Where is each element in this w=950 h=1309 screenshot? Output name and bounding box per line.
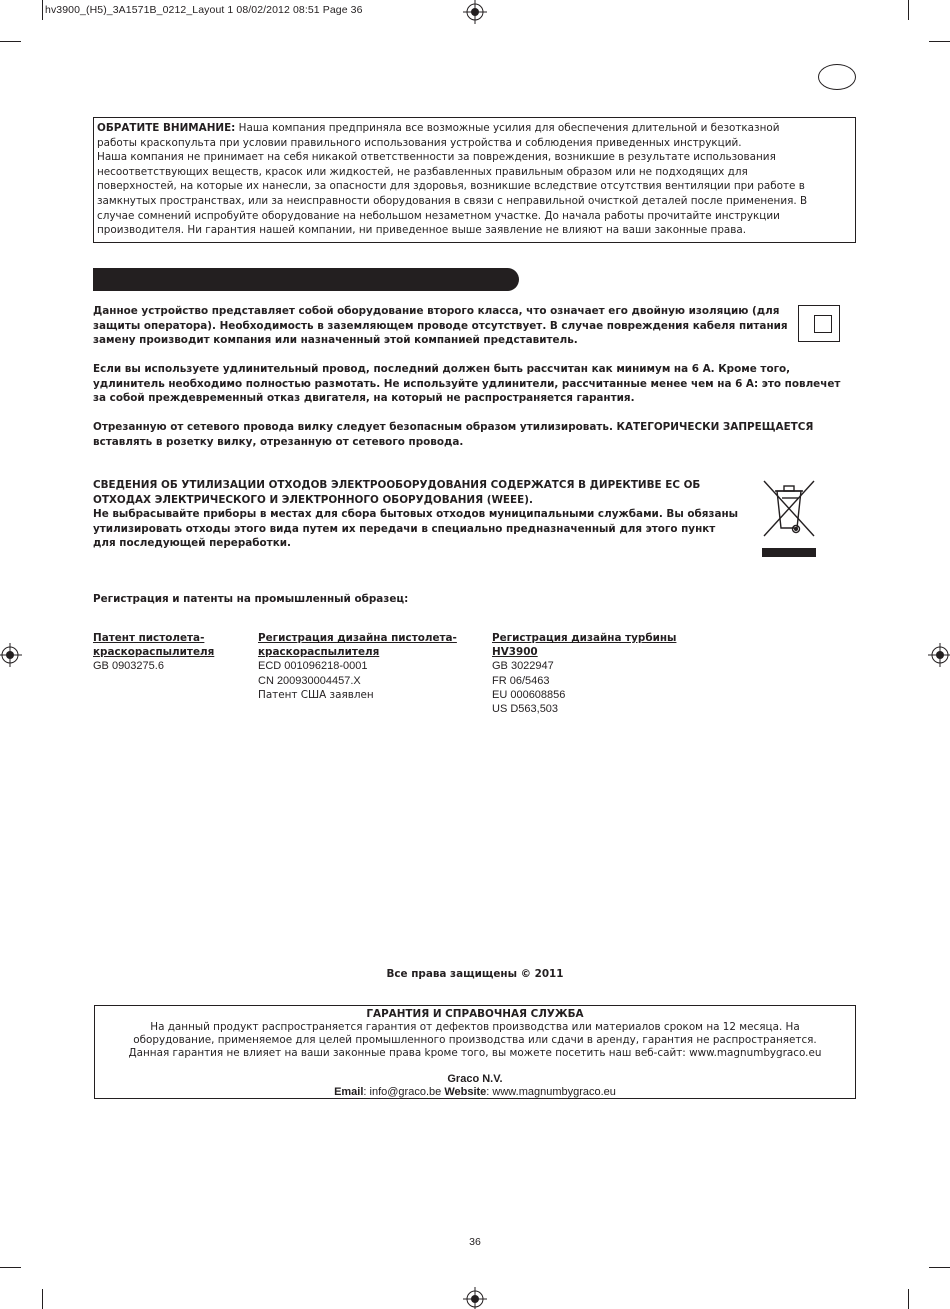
paragraph-line: для последующей переработки.: [93, 537, 291, 550]
crop-mark: [908, 0, 909, 20]
weee-paragraph: [93, 478, 738, 551]
column-value: FR 06/5463: [492, 674, 550, 687]
paragraph-line: удлинитель необходимо полностью размотать. Не используйте удлинители, рассчитанные менее чем на 6 А: это повлечет: [93, 377, 841, 390]
warranty-title: ГАРАНТИЯ И СПРАВОЧНАЯ СЛУЖБА: [366, 1008, 584, 1020]
column-heading: Регистрация дизайна пистолета-: [258, 632, 457, 644]
class-2-inner-square: [814, 315, 832, 333]
section-header-bar: [93, 268, 519, 291]
design-column-spray-gun: [258, 631, 457, 702]
print-slug-line: hv3900_(H5)_3A1571B_0212_Layout 1 08/02/2012 08:51 Page 36: [45, 4, 363, 16]
crop-mark: [0, 41, 21, 42]
column-value: US D563,503: [492, 703, 559, 716]
email-value[interactable]: : info@graco.be: [363, 1086, 445, 1098]
notice-line-4: несоответствующих веществ, красок или жидкостей, не разбавленных правильным образом или не подходящих для: [97, 165, 748, 178]
paragraph-line: вставлять в розетку вилку, отрезанную от сетевого провода.: [93, 435, 464, 448]
patent-column-spray-gun: [93, 631, 214, 674]
paragraph-line: Данное устройство представляет собой оборудование второго класса, что означает его двойную изоляцию (для: [93, 305, 780, 317]
notice-line-5: поверхностей, на которые их нанесли, за опасности для здоровья, возникшие вследствие отсутствия вентиляции при работе в: [97, 180, 805, 193]
notice-line-8: производителя. Ни гарантия нашей компании, ни приведенное выше заявление не влияют на ваши законные права.: [97, 224, 747, 237]
paragraph-line: защиты оператора). Необходимость в заземляющем проводе отсутствует. В случае повреждения кабеля питания: [93, 319, 788, 332]
design-column-turbine: [492, 631, 676, 716]
column-value: CN 200930004457.X: [258, 674, 361, 687]
crop-mark: [929, 41, 950, 42]
notice-line-1: [97, 121, 852, 136]
crop-mark: [908, 1289, 909, 1309]
notice-box: [93, 117, 856, 243]
crop-mark: [0, 1267, 21, 1268]
double-insulation-paragraph: [93, 304, 788, 348]
column-value: GB 3022947: [492, 660, 554, 673]
column-heading: краскораспылителя: [258, 646, 380, 659]
paragraph-line: Отрезанную от сетевого провода вилку следует безопасным образом утилизировать. КАТЕГОРИЧЕСКИ ЗАПРЕЩАЕТСЯ: [93, 421, 814, 433]
registration-mark-icon: [928, 643, 950, 667]
column-heading: Регистрация дизайна турбины: [492, 632, 677, 644]
website-value[interactable]: : www.magnumbygraco.eu: [486, 1086, 616, 1098]
warranty-line: На данный продукт распространяется гарантия от дефектов производства или материалов сроком на 12 месяца. На: [150, 1021, 800, 1033]
column-value: GB 0903275.6: [93, 660, 164, 673]
notice-line-7: случае сомнений испробуйте оборудование на небольшом незаметном участке. До начала работы прочитайте инструкции: [97, 209, 780, 222]
weee-solid-bar: [762, 548, 816, 557]
notice-label: ОБРАТИТЕ ВНИМАНИЕ:: [97, 122, 236, 134]
registration-heading: Регистрация и патенты на промышленный образец:: [93, 593, 409, 605]
crop-mark: [42, 1289, 43, 1309]
paragraph-line: Не выбрасывайте приборы в местах для сбора бытовых отходов муниципальными службами. Вы обязаны: [93, 508, 739, 521]
paragraph-line: СВЕДЕНИЯ ОБ УТИЛИЗАЦИИ ОТХОДОВ ЭЛЕКТРООБОРУДОВАНИЯ СОДЕРЖАТСЯ В ДИРЕКТИВЕ ЕС ОБ: [93, 479, 701, 491]
column-heading: HV3900: [492, 646, 538, 659]
page-number: 36: [469, 1236, 481, 1248]
website-label: Website: [444, 1086, 487, 1098]
paragraph-line: Если вы используете удлинительный провод, последний должен быть рассчитан как минимум на 6 А. Кроме того,: [93, 363, 791, 375]
warranty-line: Данная гарантия не влияет на ваши законные права kроме того, вы можете посетить наш веб-сайт: www.magnumbygraco.eu: [128, 1047, 822, 1059]
paragraph-line: ОТХОДАХ ЭЛЕКТРИЧЕСКОГО И ЭЛЕКТРОННОГО ОБОРУДОВАНИЯ (WEEE).: [93, 493, 533, 506]
notice-text: Наша компания предприняла все возможные усилия для обеспечения длительной и безотказной: [235, 122, 780, 134]
column-heading: Патент пистолета-: [93, 632, 205, 644]
column-value: EU 000608856: [492, 688, 566, 701]
column-value: ECD 001096218-0001: [258, 660, 368, 673]
crop-mark: [929, 1267, 950, 1268]
warranty-box: [94, 1005, 856, 1099]
plug-disposal-paragraph: [93, 420, 813, 449]
copyright-line: Все права защищены © 2011: [386, 968, 564, 980]
contact-line: [95, 1086, 855, 1099]
company-name: Graco N.V.: [447, 1073, 503, 1085]
paragraph-line: замену производит компания или назначенный этой компанией представитель.: [93, 334, 578, 347]
notice-line-3: Наша компания не принимает на себя никакой ответственности за повреждения, возникшие в результате использования: [97, 151, 776, 164]
column-heading: краскораспылителя: [93, 646, 215, 659]
paragraph-line: утилизировать отходы этого вида путем их передачи в специально предназначенный для этого пункт: [93, 522, 716, 535]
paragraph-line: за собой преждевременный отказ двигателя, на который не распространяется гарантия.: [93, 392, 635, 405]
crop-mark: [42, 0, 43, 20]
language-oval-badge: [818, 64, 856, 90]
extension-cord-paragraph: [93, 362, 840, 406]
registration-mark-icon: [463, 0, 487, 24]
warranty-line: оборудование, применяемое для целей промышленного производства или сдачи в аренду, гарантия не распространяется.: [133, 1034, 817, 1046]
notice-line-6: замкнутых пространствах, или за неисправности оборудования в связи с неправильной очисткой деталей после применения. В: [97, 194, 808, 207]
registration-mark-icon: [463, 1287, 487, 1309]
crossed-bin-weee-icon: [760, 478, 818, 540]
notice-line-2: работы краскопульта при условии правильного использования устройства и соблюдения приведенных инструкций.: [97, 136, 742, 149]
email-label: Email: [334, 1086, 364, 1098]
column-value: Патент США заявлен: [258, 688, 374, 701]
registration-mark-icon: [0, 643, 22, 667]
